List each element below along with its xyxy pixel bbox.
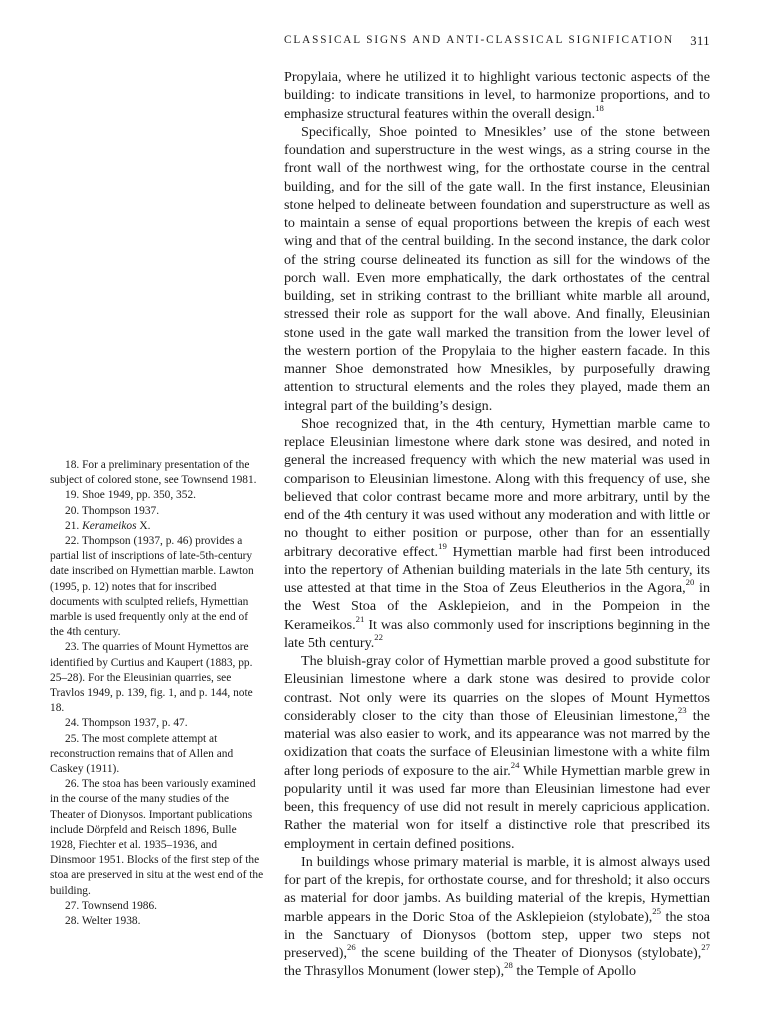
text-run: While Hymettian marble grew in popularity until it was used far more than Eleusinian limestone had ever been, this frequency of use did not result in merely capricious application. Rather the material won for itself a distinctive role that prescribed its employment in certain defined positions. [284,762,711,852]
italic-title: Kerameikos [82,519,137,532]
footnote: 25. The most complete attempt at reconstruction remains that of Allen and Caskey (1911). [50,732,234,776]
text-run: Propylaia, where he utilized it to highlight various tectonic aspects of the building: to indicate transitions in level, to harmonize proportions, and to emphasize structural features within the overall design. [284,69,710,122]
footnote-ref: 24 [510,759,520,770]
text-run: In buildings whose primary material is marble, it is almost always used for part of the krepis, for orthostate course, and for threshold; it also occurs as material for door jambs. As building material of the krepis, Hymettian marble appears in the Doric Stoa of the Asklepieion (stylobate), [284,853,710,925]
text-run: Specifically, Shoe pointed to Mnesikles’ use of the stone between foundation and superstructure in the west wings, as a string course in the front wall of the northwest wing, for the orthostate course in the central building, and for the sill of the gate wall. In the first instance, Eleusinian stone helped to delineate between foundation and superstructure as well as to maintain a sense of equal proportions between the krepis of each west wing and that of the central building. In the second instance, the dark color of the string course delineated its function as sill for the windows of the porch wall. Even more emphatically, the dark orthostates of the central building, set in striking contrast to the brilliant white marble all around, stressed their role as support for the wall above. And finally, Eleusinian stone used in the gate wall marked the transition from the lower level of the western portion of the Propylaia to the higher eastern facade. In this manner Shoe demonstrated how Mnesikles, by purposefully drawing attention to structural elements and the roles they played, made them an integral part of the building’s design. [284,123,710,414]
text-run: in the West Stoa of the Asklepieion, and in the Pompeion in the Kerameikos. [284,580,710,633]
footnote: 22. Thompson (1937, p. 46) provides a partial list of inscriptions of late-5th-century date inscribed on Hymettian marble. Lawton (1995, p. 12) notes that for inscribed documents with sculpted reliefs, Hymettian marble is used frequently only at the end of the 4th century. [50,535,254,639]
footnote-ref: 20 [685,577,695,588]
footnote: 18. For a preliminary presentation of the subject of colored stone, see Townsend 1981. [50,459,257,487]
text-run: the Thrasyllos Monument (lower step), [284,963,505,980]
footnote-ref: 22 [374,631,384,642]
text-run: the scene building of the Theater of Dionysos (stylobate), [355,945,702,961]
footnote-ref: 27 [701,942,710,953]
text-run: 21. [65,519,83,532]
footnote: 19. Shoe 1949, pp. 350, 352. [65,489,196,502]
footnote: 28. Welter 1938. [65,915,141,928]
footnote: 26. The stoa has been variously examined in the course of the many studies of the Theater of Dionysos. Important publications include Dörpfeld and Reisch 1896, Bulle 1928, Fiechter et al. 1935–1936, and Dinsmoor 1951. Blocks of the first step of the stoa are preserved in situ at the west end of the building. [50,778,264,897]
page-number: 311 [690,34,710,48]
paragraph [284,123,710,415]
text-run: It was also commonly used for inscriptions beginning in the late 5th century. [284,616,710,651]
footnote-ref: 23 [677,704,687,715]
footnote-ref: 26 [347,942,356,953]
footnote-ref: 18 [595,102,604,113]
footnote: 24. Thompson 1937, p. 47. [65,717,188,730]
text-run: Shoe recognized that, in the 4th century, Hymettian marble came to replace Eleusinian limestone where dark stone was desired, and noted in general the increased frequency with which the new material was used in comparison to Eleusinian limestone. Along with this frequency of use, she believed that color contrast became more and more arbitrary, until by the end of the 4th century it was used without any moderation and with little or no thought to either position or purpose, other than for an essentially arbitrary decorative effect. [284,415,710,560]
paragraph [284,415,710,652]
text-run: the material was also easier to work, and its appearance was not marred by the oxidization that coats the surface of Eleusinian limestone with a white film after long periods of exposure to the air. [284,707,710,779]
footnote: 23. The quarries of Mount Hymettos are identified by Curtius and Kaupert (1883, pp. 25–28). For the Eleusinian quarries, see Travlos 1949, p. 139, fig. 1, and p. 144, note 18. [50,641,253,715]
footnote: 20. Thompson 1937. [65,504,160,517]
footnotes [50,458,264,929]
footnote-ref: 19 [438,540,447,551]
text-run: the Temple of Apollo [512,963,637,980]
text-run: X. [136,519,151,532]
footnote-ref: 25 [652,905,662,916]
text-run: The bluish-gray color of Hymettian marble proved a good substitute for Eleusinian limestone where a dark stone was desired to provide color contrast. Not only were its quarries on the slopes of Mount Hymettos considerably closer to the city than those of Eleusinian limestone, [284,653,710,724]
footnote-ref: 21 [355,613,365,624]
text-run: Hymettian marble had first been introduced into the repertory of Athenian building materials in the late 5th century, its use attested at that time in the Stoa of Zeus Eleutherios in the Agora, [284,543,710,596]
footnote [50,519,264,534]
text-run: the stoa in the Sanctuary of Dionysos (bottom step, upper two steps not preserved), [284,908,710,961]
footnote-ref: 28 [504,960,513,971]
paragraph [284,68,710,123]
main-text [284,68,710,981]
paragraph [284,652,710,853]
running-header [284,34,710,50]
paragraph [284,853,710,981]
footnote: 27. Townsend 1986. [65,899,158,912]
running-title: CLASSICAL SIGNS AND ANTI-CLASSICAL SIGNIFICATION [284,34,674,46]
